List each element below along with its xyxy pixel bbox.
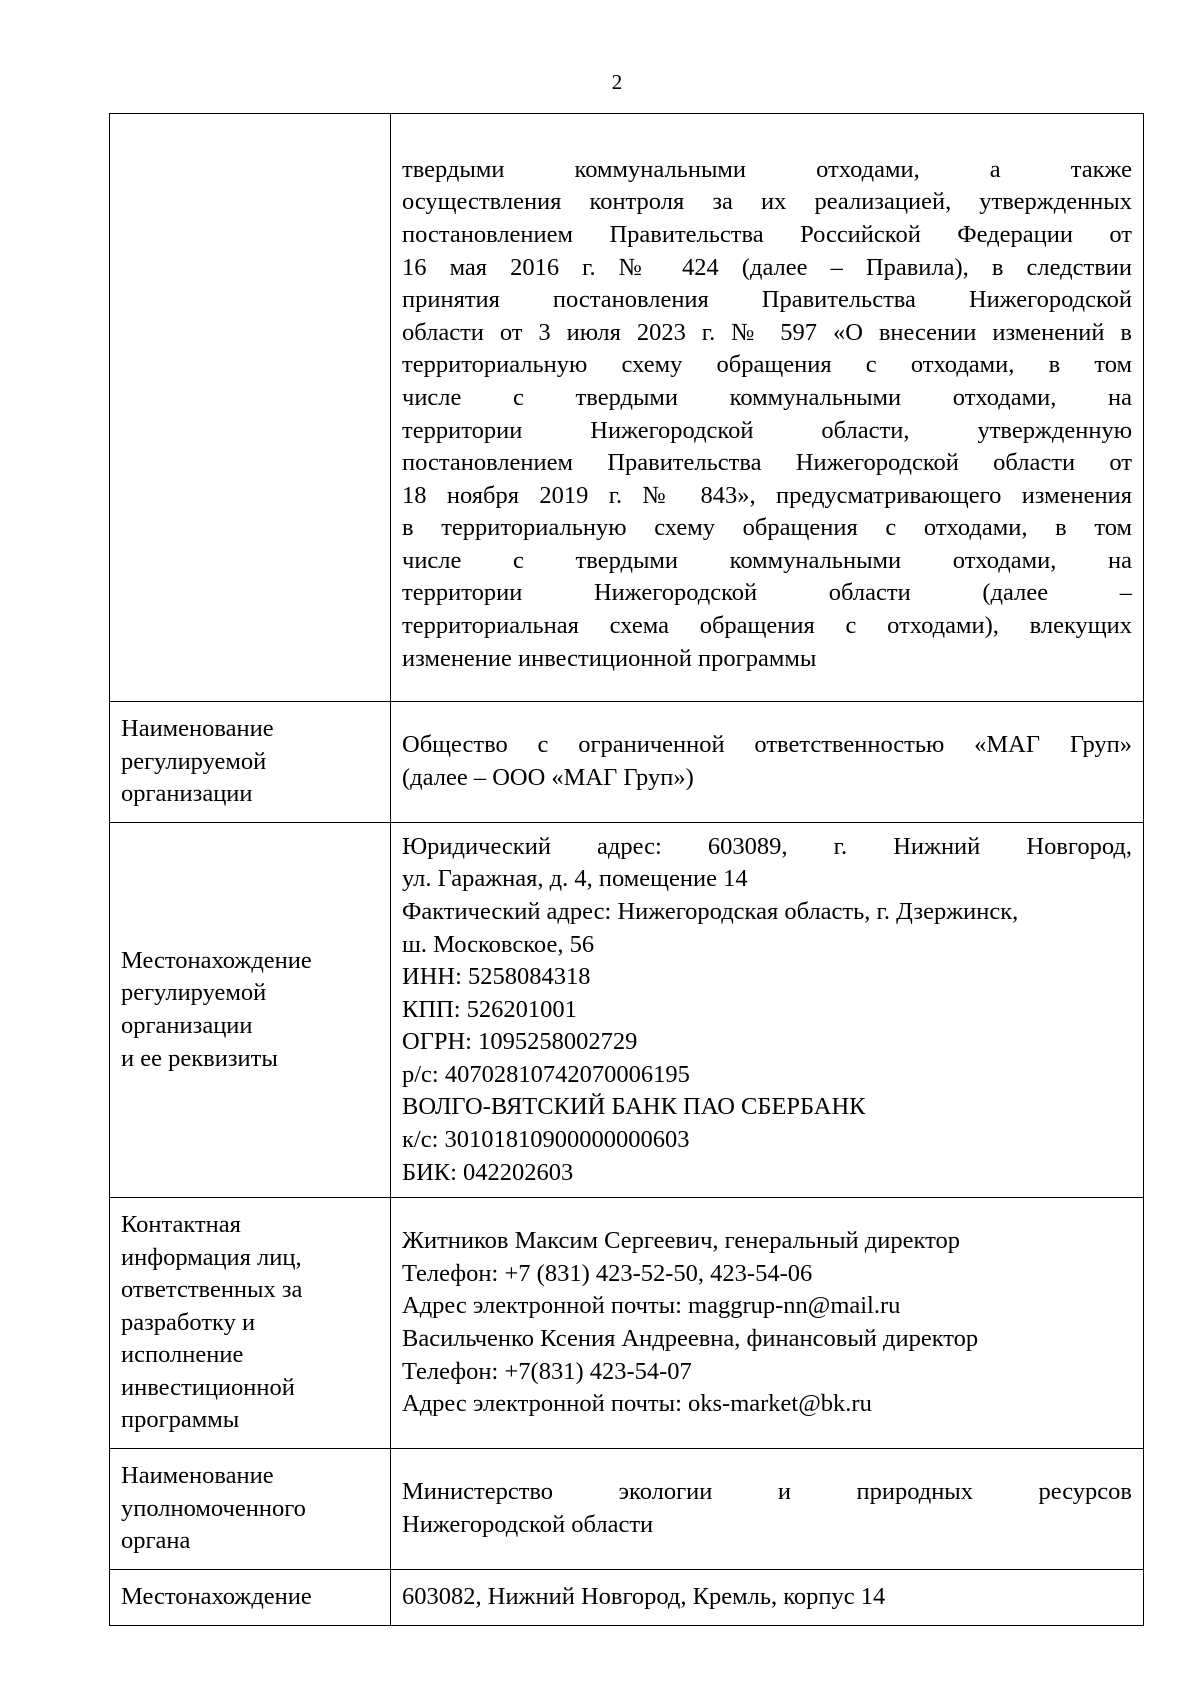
bank-name: ВОЛГО-ВЯТСКИЙ БАНК ПАО СБЕРБАНК [402,1093,866,1121]
organization-name-line: Общество с ограниченной ответственностью «МАГ Груп» [402,731,1132,759]
inn: ИНН: 5258084318 [402,963,591,991]
label-line: органа [121,1527,191,1555]
organization-name-value [391,702,1144,823]
contact-info-label [110,1198,391,1449]
legal-address-line: Юридический адрес: 603089, г. Нижний Новгород, [402,832,1132,860]
authority-name-line: Нижегородской области [402,1511,654,1538]
intro-line: постановлением Правительства Российской Федерации от [402,220,1132,248]
intro-line: постановлением Правительства Нижегородской области от [402,449,1132,477]
table-row-contact-info [110,1198,1144,1449]
authority-name-label [110,1449,391,1570]
actual-address-line: Фактический адрес: Нижегородская область, г. Дзержинск, [402,897,1019,925]
organization-short-name-line: (далее – ООО «МАГ Груп») [402,764,694,791]
authority-name-line: Министерство экологии и природных ресурсов [402,1478,1132,1506]
contact-email: Адрес электронной почты: maggrup-nn@mail.ru [402,1292,901,1320]
label-line: регулируемой [121,979,267,1007]
bank-account: р/с: 40702810742070006195 [402,1060,690,1088]
kpp: КПП: 526201001 [402,995,577,1023]
label-line: организации [121,1012,253,1039]
contact-person: Васильченко Ксения Андреевна, финансовый директор [402,1325,979,1352]
label-line: Контактная [121,1210,241,1238]
intro-line: территории Нижегородской области (далее – [402,579,1132,607]
intro-line: 16 мая 2016 г. № 424 (далее – Правила), в следствии [402,253,1132,281]
contact-phone: Телефон: +7 (831) 423-52-50, 423-54-06 [402,1259,813,1287]
table-row-organization-location [110,823,1144,1198]
ogrn: ОГРН: 1095258002729 [402,1028,638,1056]
label-line: ответственных за [121,1276,303,1304]
intro-line: числе с твердыми коммунальными отходами, на [402,546,1132,574]
intro-line: принятия постановления Правительства Нижегородской [402,286,1132,314]
correspondent-account: к/с: 30101810900000000603 [402,1126,690,1154]
intro-line: территориальную схему обращения с отходами, в том [402,351,1132,379]
intro-line: в территориальную схему обращения с отходами, в том [402,514,1132,542]
intro-line-last: изменение инвестиционной программы [402,644,817,672]
label-line: Местонахождение [121,946,312,974]
organization-location-value [391,823,1144,1198]
table-row-authority-name [110,1449,1144,1570]
organization-location-label [110,823,391,1198]
contact-phone: Телефон: +7(831) 423-54-07 [402,1357,692,1385]
actual-address-line: ш. Московское, 56 [402,930,595,958]
table-row-authority-location [110,1570,1144,1626]
legal-address-line: ул. Гаражная, д. 4, помещение 14 [402,865,748,893]
label-cell-empty [110,114,391,702]
label-line: программы [121,1406,240,1434]
intro-line: числе с твердыми коммунальными отходами, на [402,383,1132,411]
intro-text-cell [391,114,1144,702]
investment-program-table [109,113,1144,1626]
label-line: и ее реквизиты [121,1044,278,1072]
contact-info-value [391,1198,1144,1449]
contact-email: Адрес электронной почты: oks-market@bk.ru [402,1390,872,1418]
intro-line: твердыми коммунальными отходами, а также [402,155,1132,183]
label-line: инвестиционной [121,1373,295,1401]
intro-line: территории Нижегородской области, утвержденную [402,416,1132,444]
authority-name-value [391,1449,1144,1570]
intro-line: осуществления контроля за их реализацией, утвержденных [402,188,1132,216]
bik: БИК: 042202603 [402,1158,574,1186]
authority-address: 603082, Нижний Новгород, Кремль, корпус 14 [402,1583,886,1611]
contact-person: Житников Максим Сергеевич, генеральный директор [402,1227,960,1255]
label-line: уполномоченного [121,1494,306,1522]
intro-line: области от 3 июля 2023 г. № 597 «О внесении изменений в [402,318,1132,346]
intro-line: территориальная схема обращения с отходами), влекущих [402,612,1132,640]
label-line: Наименование [121,1462,274,1490]
authority-location-value [391,1570,1144,1626]
intro-line: 18 ноября 2019 г. № 843», предусматривающего изменения [402,481,1132,509]
table-row-intro [110,114,1144,702]
authority-location-label: Местонахождение [110,1570,391,1626]
label-line: разработку и [121,1308,256,1336]
organization-name-label: Наименование регулируемой организации [110,702,391,823]
label-line: исполнение [121,1341,244,1369]
label-line: информация лиц, [121,1243,302,1271]
page-number: 2 [611,70,623,94]
table-row-organization-name [110,702,1144,823]
